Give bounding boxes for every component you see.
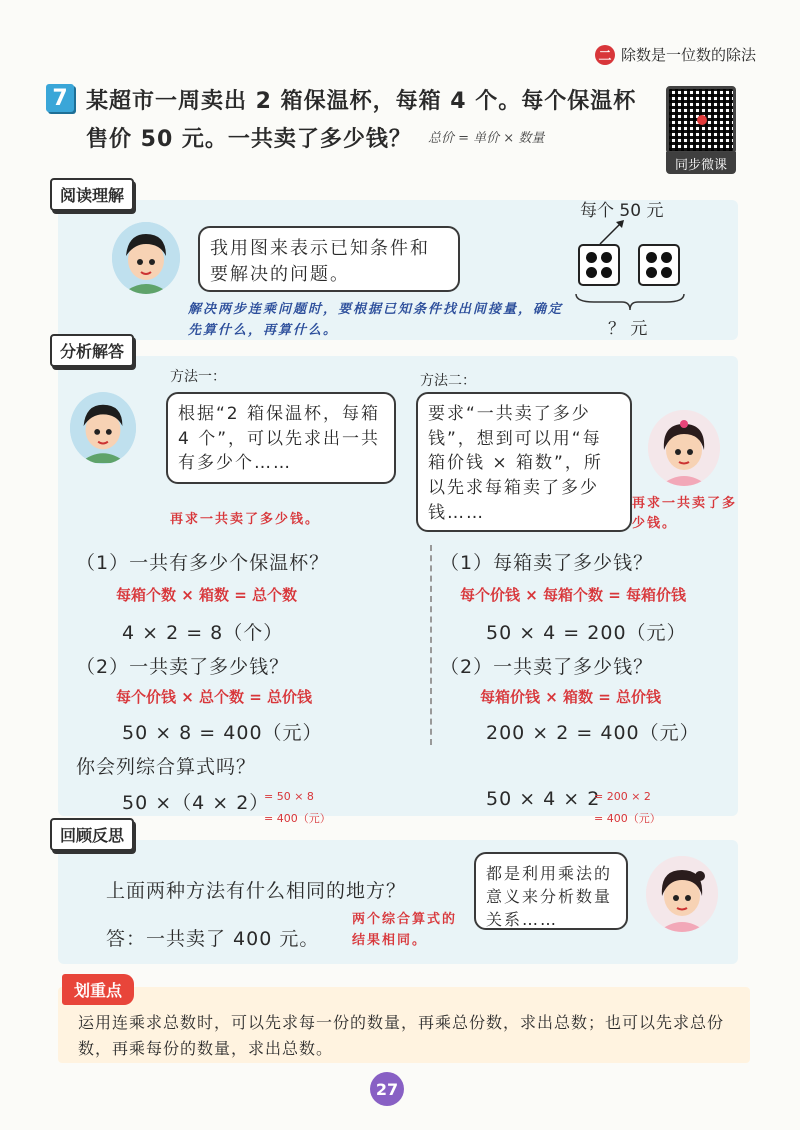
combined-right-step1: = 200 × 2 — [594, 790, 651, 803]
problem-number: 7 — [46, 84, 74, 112]
problem-line-2: 售价 50 元。一共卖了多少钱？ — [86, 127, 412, 152]
boy-avatar-2 — [70, 392, 136, 464]
review-answer: 答：一共卖了 400 元。 — [106, 928, 320, 950]
chapter-title: 除数是一位数的除法 — [620, 46, 756, 64]
left-q2: （2）一共卖了多少钱？ — [76, 656, 290, 678]
left-f2: 每个价钱 × 总个数 = 总价钱 — [116, 688, 313, 706]
right-f1: 每个价钱 × 每箱个数 = 每箱价钱 — [460, 586, 687, 604]
key-point-text: 运用连乘求总数时，可以先求每一份的数量，再乘总份数，求出总数；也可以先求总份数，再乘每份的数量，求出总数。 — [78, 1013, 725, 1058]
combined-right-step2: = 400（元） — [594, 812, 661, 825]
girl-avatar-2 — [646, 856, 718, 932]
combined-left-step1: = 50 × 8 — [264, 790, 314, 803]
right-a1: 50 × 4 = 200（元） — [486, 622, 687, 644]
chapter-header — [595, 44, 756, 65]
diagram-price-label: 每个 50 元 — [580, 201, 664, 221]
combined-right: 50 × 4 × 2 — [486, 788, 601, 810]
method1-label: 方法一： — [170, 369, 226, 385]
right-q2: （2）一共卖了多少钱？ — [440, 656, 654, 678]
method-divider — [430, 545, 432, 745]
review-tag: 回顾反思 — [50, 818, 134, 851]
combined-question: 你会列综合算式吗？ — [76, 756, 257, 778]
right-a2: 200 × 2 = 400（元） — [486, 722, 700, 744]
right-f2: 每箱价钱 × 箱数 = 总价钱 — [480, 688, 662, 706]
girl-face-icon — [648, 410, 720, 486]
girl-face-icon — [646, 856, 718, 932]
review-question: 上面两种方法有什么相同的地方？ — [106, 880, 407, 902]
left-a2: 50 × 8 = 400（元） — [122, 722, 323, 744]
method1-bubble: 根据“2 箱保温杯，每箱 4 个”，可以先求出一共有多少个…… — [166, 392, 396, 484]
method2-bubble: 要求“一共卖了多少钱”，想到可以用“每箱价钱 × 箱数”，所以先求每箱卖了多少钱…… — [416, 392, 632, 532]
boy-avatar — [112, 222, 180, 294]
qr-code[interactable] — [666, 86, 736, 154]
review-note: 两个综合算式的结果相同。 — [352, 912, 458, 948]
reading-tag: 阅读理解 — [50, 178, 134, 211]
reading-boy-bubble: 我用图来表示已知条件和要解决的问题。 — [198, 226, 460, 292]
right-q1: （1）每箱卖了多少钱？ — [440, 552, 654, 574]
diagram-brace-icon — [574, 292, 686, 312]
analysis-tag: 分析解答 — [50, 334, 134, 367]
diagram-total-label: ？ 元 — [608, 319, 648, 339]
boy-face-icon — [70, 392, 136, 464]
method1-note: 再求一共卖了多少钱。 — [170, 512, 321, 527]
key-point-tag: 划重点 — [62, 974, 134, 1005]
girl-avatar — [648, 410, 720, 486]
combined-left: 50 ×（4 × 2） — [122, 792, 270, 814]
qr-label[interactable]: 同步微课 — [666, 152, 736, 174]
diagram-arrow-icon — [596, 216, 636, 246]
page-number: 27 — [370, 1072, 404, 1106]
box-1 — [578, 244, 620, 286]
left-q1: （1）一共有多少个保温杯？ — [76, 552, 330, 574]
problem-line-1: 某超市一周卖出 2 箱保温杯，每箱 4 个。每个保温杯 — [86, 89, 637, 114]
reading-note: 解决两步连乘问题时，要根据已知条件找出间接量，确定先算什么，再算什么。 — [188, 302, 564, 338]
method2-note: 再求一共卖了多少钱。 — [632, 496, 738, 531]
combined-left-step2: = 400（元） — [264, 812, 331, 825]
chapter-badge: 二 — [595, 45, 615, 65]
total-price-formula: 总价 = 单价 × 数量 — [428, 131, 545, 146]
method2-label: 方法二： — [420, 373, 476, 389]
box-2 — [638, 244, 680, 286]
review-girl-bubble: 都是利用乘法的意义来分析数量关系…… — [474, 852, 628, 930]
boy-face-icon — [112, 222, 180, 294]
left-f1: 每箱个数 × 箱数 = 总个数 — [116, 586, 298, 604]
left-a1: 4 × 2 = 8（个） — [122, 622, 284, 644]
